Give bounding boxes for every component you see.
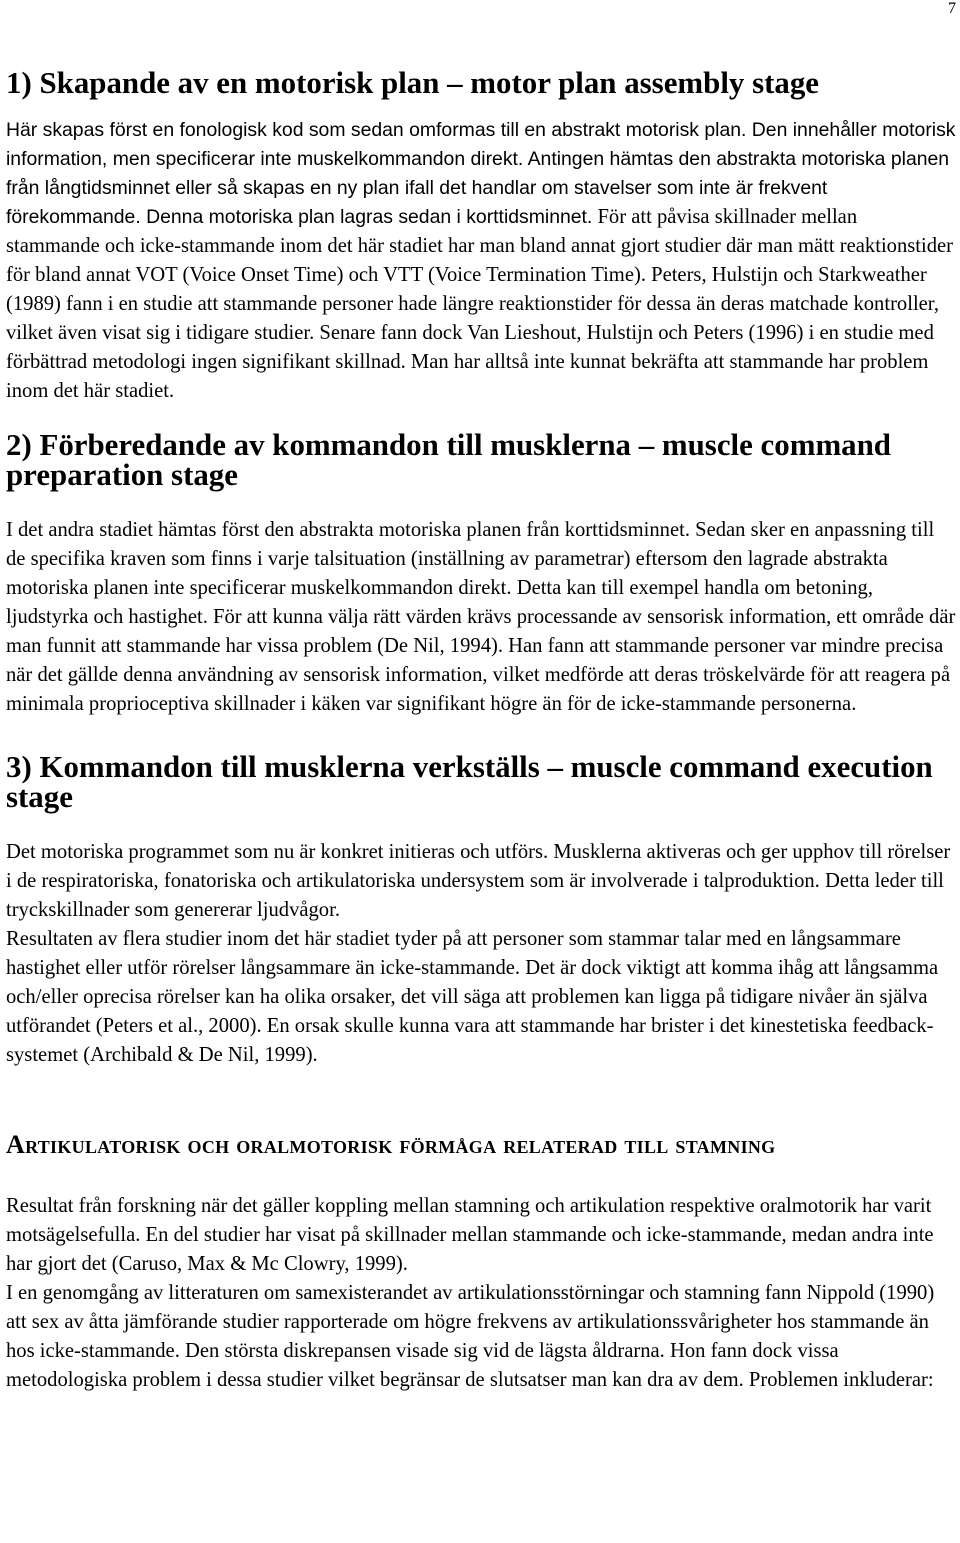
section-1-heading: 1) Skapande av en motorisk plan – motor plan assembly stage <box>6 65 819 100</box>
section-1-text-serif: För att påvisa skillnader mellan stammande och icke-stammande inom det här stadiet har man bland annat gjort studier där man mätt reaktionstider för bland annat VOT (Voice Onset Time) och VTT (Voice Termination Time). Peters, Hulstijn och Starkweather (1989) fann i en studie att stammande personer hade längre reaktionstider för dessa än deras matchade kontroller, vilket även visat sig i tidigare studier. Senare fann dock Van Lieshout, Hulstijn och Peters (1996) i en studie med förbättrad metodologi ingen signifikant skillnad. Man har alltså inte kunnat bekräfta att stammande har problem inom det här stadiet. <box>6 206 954 402</box>
document-body <box>6 65 956 1395</box>
section-3-paragraph-2: Resultaten av flera studier inom det här stadiet tyder på att personer som stammar talar med en långsammare hastighet eller utför rörelser långsammare än icke-stammande. Det är dock viktigt att komma ihåg att långsamma och/eller oprecisa rörelser kan ha olika orsaker, det vill säga att problemen kan ligga på tidigare nivåer än själva utförandet (Peters et al., 2000). En orsak skulle kunna vara att stammande har brister i det kinestetiska feedback-systemet (Archibald & De Nil, 1999). <box>6 928 939 1066</box>
section-2-heading: 2) Förberedande av kommandon till musklerna – muscle command preparation stage <box>6 427 891 492</box>
section-2-paragraph: I det andra stadiet hämtas först den abstrakta motoriska planen från korttidsminnet. Sedan sker en anpassning till de specifika kraven som finns i varje talsituation (inställning av parametrar) eftersom den lagrade abstrakta motoriska planen inte specificerar muskelkommandon direkt. Detta kan till exempel handla om betoning, ljudstyrka och hastighet. För att kunna välja rätt värden krävs processande av sensorisk information, ett område där man funnit att stammande har vissa problem (De Nil, 1994). Han fann att stammande personer var mindre precisa när det gällde denna användning av sensorisk information, vilket medförde att deras tröskelvärde för att reagera på minimala proprioceptiva skillnader i käken var signifikant högre än för de icke-stammande personerna. <box>6 519 956 715</box>
section-3-heading: 3) Kommandon till musklerna verkställs – muscle command execution stage <box>6 749 933 814</box>
chapter-paragraph-1: Resultat från forskning när det gäller koppling mellan stamning och artikulation respektive oralmotorik har varit motsägelsefulla. En del studier har visat på skillnader mellan stammande och icke-stammande, medan andra inte har gjort det (Caruso, Max & Mc Clowry, 1999). <box>6 1195 934 1275</box>
chapter-paragraph-2: I en genomgång av litteraturen om samexisterandet av artikulationsstörningar och stamning fann Nippold (1990) att sex av åtta jämförande studier rapporterade om högre frekvens av artikulationssvårigheter hos stammande än hos icke-stammande. Den största diskrepansen visade sig vid de lägsta åldrarna. Hon fann dock vissa metodologiska problem i dessa studier vilket begränsar de slutsatser man kan dra av dem. Problemen inkluderar: <box>6 1282 935 1391</box>
page-number: 7 <box>948 0 956 17</box>
section-1-paragraph <box>6 116 956 406</box>
section-3-paragraph-1: Det motoriska programmet som nu är konkret initieras och utförs. Musklerna aktiveras och ger upphov till rörelser i de respiratoriska, fonatoriska och artikulatoriska undersystem som är involverade i talproduktion. Detta leder till tryckskillnader som genererar ljudvågor. <box>6 841 951 921</box>
section-1-text-sans: Här skapas först en fonologisk kod som sedan omformas till en abstrakt motorisk plan. Den innehåller motorisk information, men specificerar inte muskelkommandon direkt. Antingen hämtas den abstrakta motoriska planen från långtidsminnet eller så skapas en ny plan ifall det handlar om stavelser som inte är frekvent förekommande. Denna motoriska plan lagras sedan i korttidsminnet. <box>6 119 956 228</box>
chapter-title: Artikulatorisk och oralmotorisk förmåga relaterad till stamning <box>6 1130 776 1159</box>
